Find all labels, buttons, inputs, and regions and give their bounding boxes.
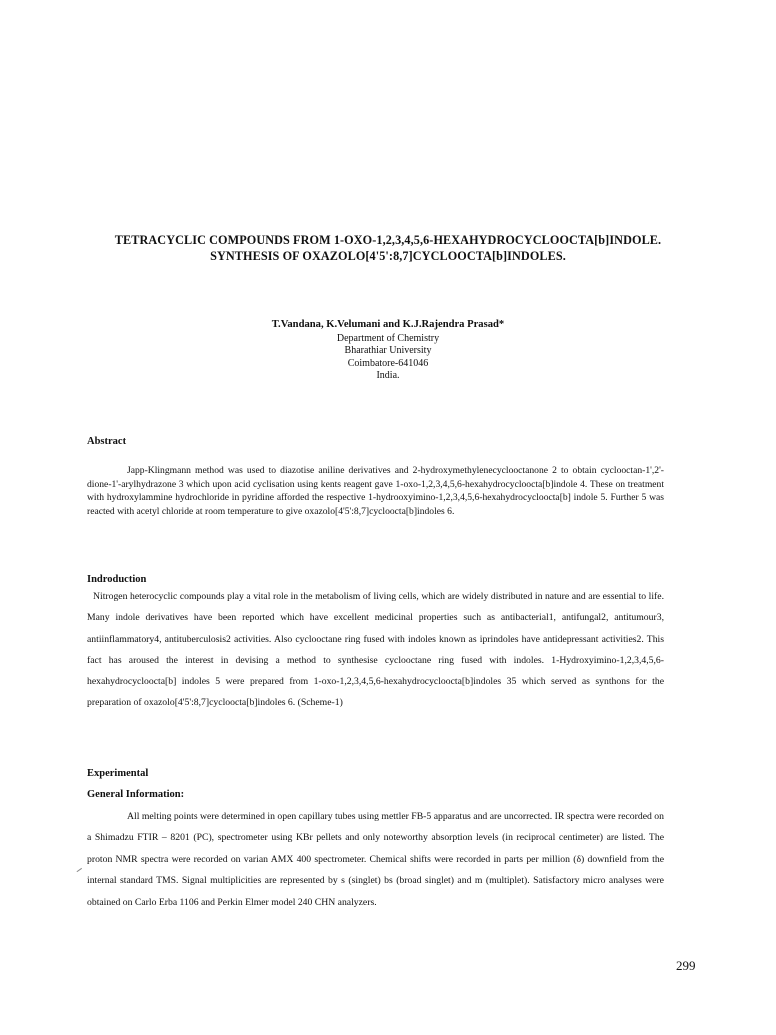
author-block: [200, 319, 576, 383]
introduction-body: [87, 586, 664, 714]
experimental-heading: Experimental: [87, 768, 149, 779]
author-country: India.: [376, 370, 400, 381]
abstract-paragraph: Japp-Klingmann method was used to diazotise aniline derivatives and 2-hydroxymethylenecyclooctanone 2 to obtain cyclooctan-1',2'-dione-1'-arylhydrazone 3 which upon acid cyclisation using kents reagent gave 1-oxo-1,2,3,4,5,6-hexahydrocycloocta[b]indole 4. These on treatment with hydroxylammine hydrochloride in pyridine afforded the respective 1-hydrooxyimino-1,2,3,4,5,6-hexahydrocycloocta[b] indole 5. Further 5 was reacted with acetyl chloride at room temperature to give oxazolo[4'5':8,7]cycloocta[b]indoles 6.: [87, 465, 664, 517]
author-university: Bharathiar University: [344, 345, 432, 356]
general-information-body: [87, 806, 664, 913]
author-city: Coimbatore-641046: [347, 357, 429, 369]
page-number: 299: [676, 958, 696, 973]
scan-artifact-mark: [77, 868, 86, 877]
author-names: T.Vandana, K.Velumani and K.J.Rajendra Prasad*: [271, 319, 505, 330]
introduction-heading: Indroduction: [87, 574, 147, 585]
author-department: Department of Chemistry: [336, 332, 440, 344]
paper-title-line-1: TETRACYCLIC COMPOUNDS FROM 1-OXO-1,2,3,4,5,6-HEXAHYDROCYCLOOCTA[b]INDOLE.: [114, 233, 662, 247]
introduction-paragraph: Nitrogen heterocyclic compounds play a vital role in the metabolism of living cells, which are widely distributed in nature and are essential to life. Many indole derivatives have been reported which have excellent medicinal properties such as antibacterial1, antifungal2, antitumour3, antiinflammatory4, antituberculosis2 activities. Also cyclooctane ring fused with indoles known as iprindoles have antidepressant activities2. This fact has aroused the interest in devising a method to synthesise cyclooctane ring fused with indoles. 1-Hydroxyimino-1,2,3,4,5,6-hexahydrocycloocta[b] indoles 5 were prepared from 1-oxo-1,2,3,4,5,6-hexahydrocycloocta[b]indoles 35 which served as synthons for the preparation of oxazolo[4'5':8,7]cycloocta[b]indoles 6. (Scheme-1): [87, 591, 664, 709]
general-information-heading: General Information:: [87, 789, 185, 800]
paper-title: [60, 232, 716, 264]
abstract-heading: Abstract: [87, 436, 127, 447]
abstract-body: [87, 464, 664, 518]
general-information-paragraph: All melting points were determined in open capillary tubes using mettler FB-5 apparatus and are uncorrected. IR spectra were recorded on a Shimadzu FTIR – 8201 (PC), spectrometer using KBr pellets and only noteworthy absorption levels (in reciprocal centimeter) are listed. The proton NMR spectra were recorded on varian AMX 400 spectrometer. Chemical shifts were recorded in parts per million (δ) downfield from the internal standard TMS. Signal multiplicities are represented by s (singlet) bs (broad singlet) and m (multiplet). Satisfactory micro analyses were obtained on Carlo Erba 1106 and Perkin Elmer model 240 CHN analyzers.: [87, 811, 664, 908]
paper-title-line-2: SYNTHESIS OF OXAZOLO[4'5':8,7]CYCLOOCTA[b]INDOLES.: [210, 249, 566, 263]
